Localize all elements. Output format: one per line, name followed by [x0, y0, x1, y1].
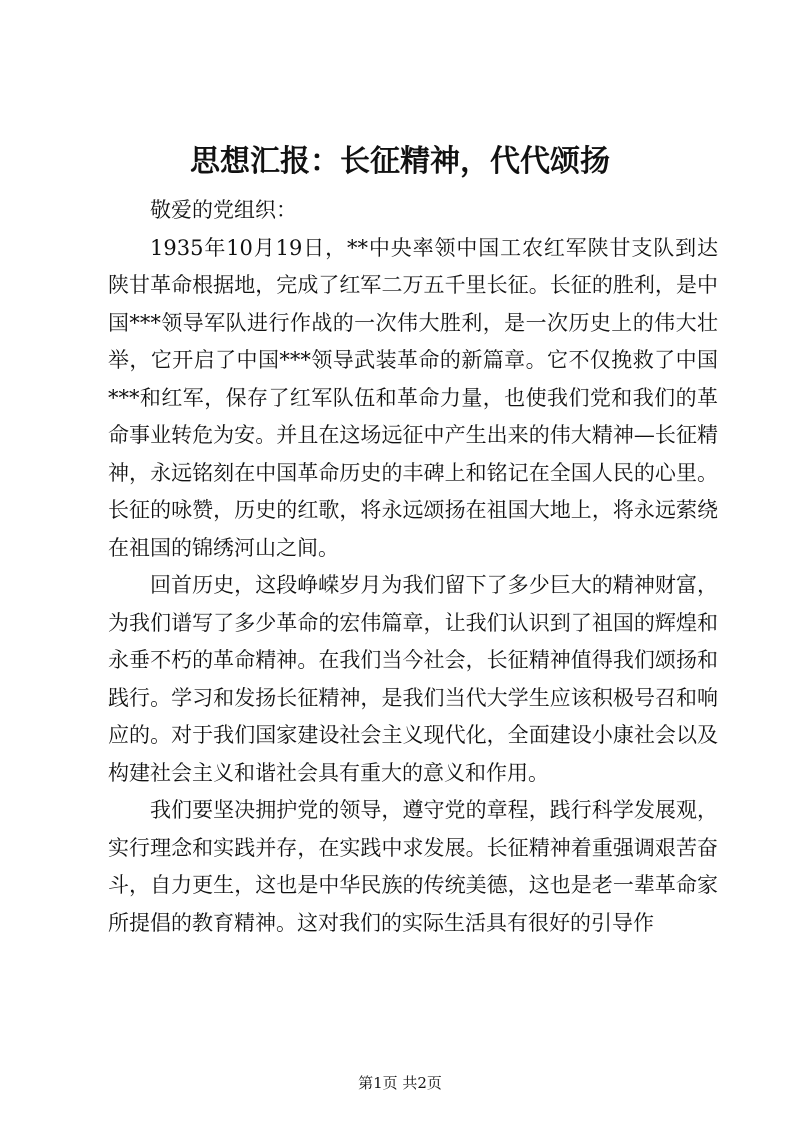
- page-footer: 第1页 共2页: [358, 1074, 442, 1092]
- paragraph-2: 回首历史，这段峥嵘岁月为我们留下了多少巨大的精神财富，为我们谱写了多少革命的宏伟篇章，让我们认识到了祖国的辉煌和永垂不朽的革命精神。在我们当今社会，长征精神值得我们颂扬和践行。学习和发扬长征精神，是我们当代大学生应该积极号召和响应的。对于我们国家建设社会主义现代化，全面建设小康社会以及构建社会主义和谐社会具有重大的意义和作用。: [108, 573, 718, 785]
- paragraph-1: 1935年10月19日，**中央率领中国工农红军陕甘支队到达陕甘革命根据地，完成了红军二万五千里长征。长征的胜利，是中国***领导军队进行作战的一次伟大胜利，是一次历史上的伟大壮举，它开启了中国***领导武装革命的新篇章。它不仅挽救了中国***和红军，保存了红军队伍和革命力量，也使我们党和我们的革命事业转危为安。并且在这场远征中产生出来的伟大精神—长征精神，永远铭刻在中国革命历史的丰碑上和铭记在全国人民的心里。长征的咏赞，历史的红歌，将永远颂扬在祖国大地上，将永远萦绕在祖国的锦绣河山之间。: [108, 235, 718, 560]
- paragraph-3: 我们要坚决拥护党的领导，遵守党的章程，践行科学发展观，实行理念和实践并存，在实践中求发展。长征精神着重强调艰苦奋斗，自力更生，这也是中华民族的传统美德，这也是老一辈革命家所提倡的教育精神。这对我们的实际生活具有很好的引导作: [108, 798, 718, 935]
- salutation: 敬爱的党组织：: [150, 198, 297, 222]
- document-title: 思想汇报：长征精神，代代颂扬: [190, 144, 610, 179]
- document-body: [108, 192, 718, 942]
